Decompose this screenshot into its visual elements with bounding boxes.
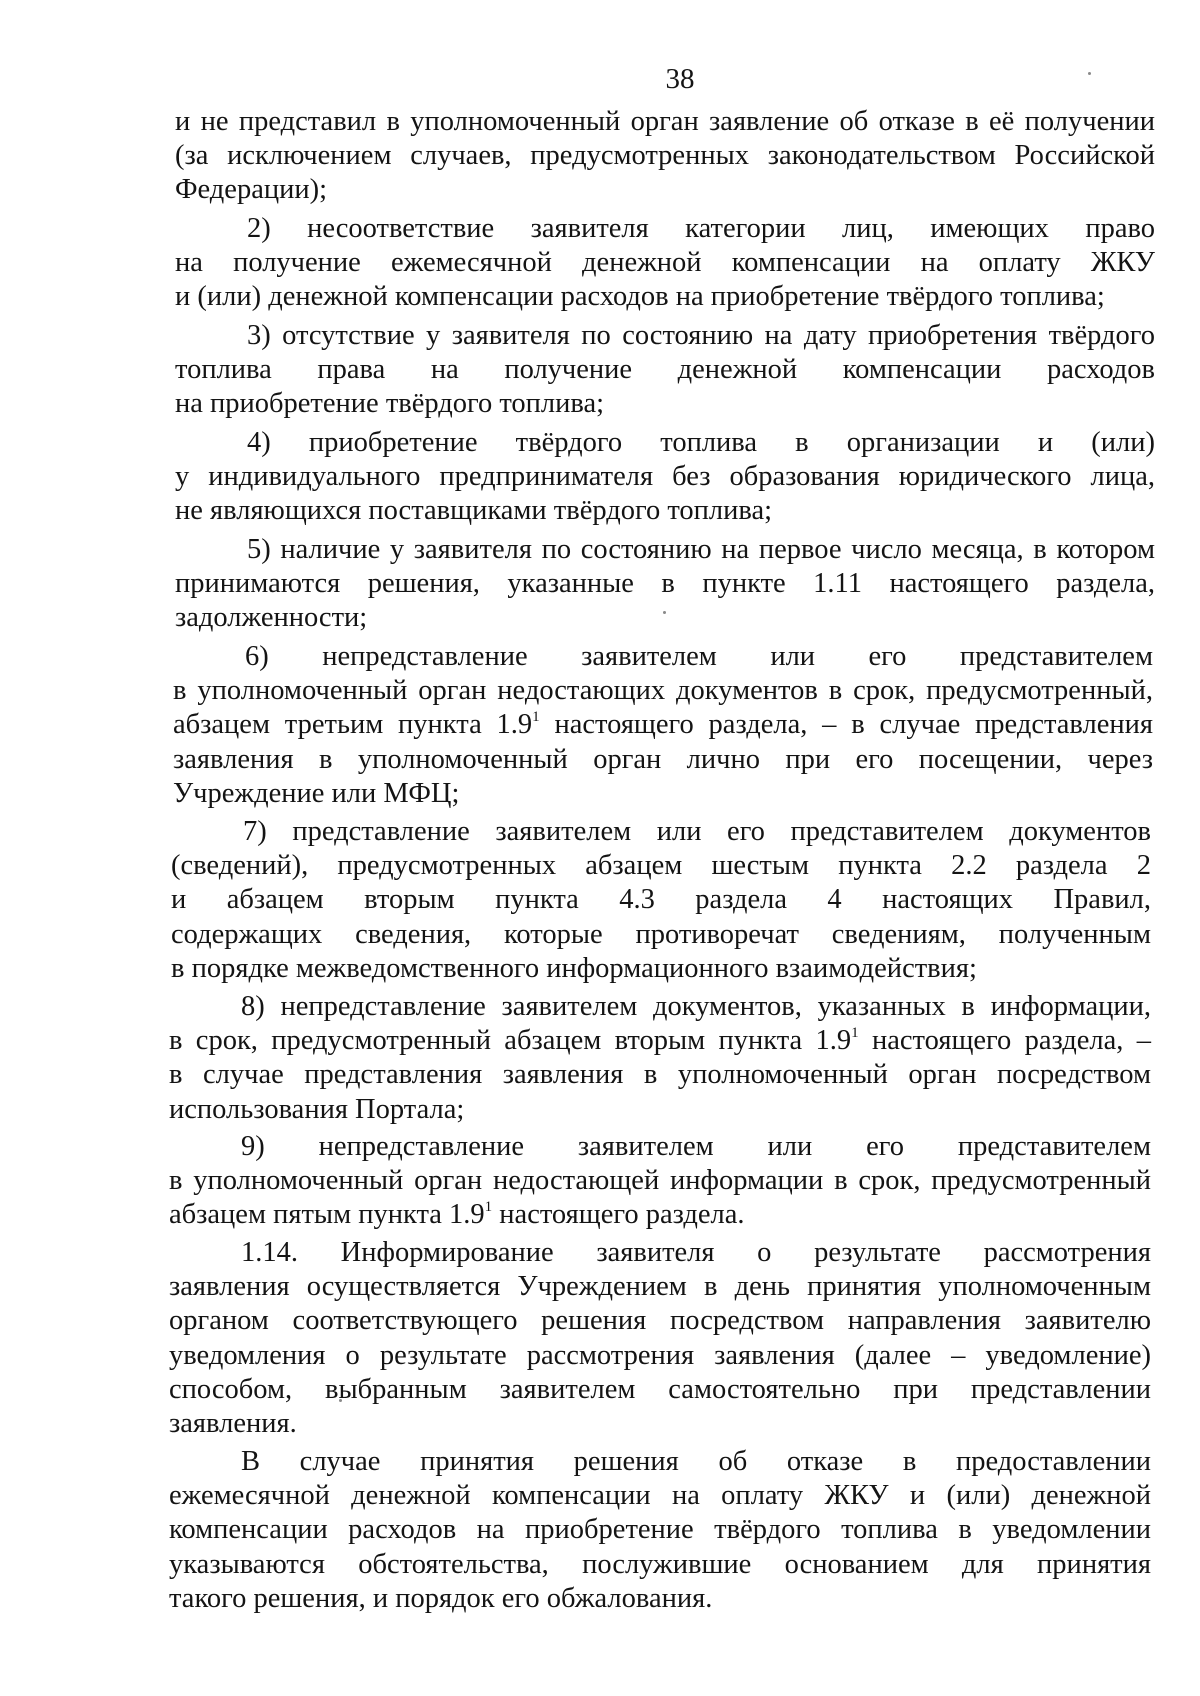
- text-run: в срок, предусмотренный абзацем вторым пункта 1.9: [169, 1025, 852, 1057]
- text-run: заявления.: [169, 1407, 297, 1439]
- text-line: [175, 460, 1155, 494]
- text-run: и (или) денежной компенсации расходов на приобретение твёрдого топлива;: [175, 281, 1105, 313]
- text-run: в уполномоченный орган недостающей информации в срок, предусмотренный: [169, 1165, 1151, 1197]
- text-line: [173, 640, 1153, 674]
- text-run: уведомления о результате рассмотрения заявления (далее – уведомление): [169, 1339, 1151, 1371]
- text-line: [169, 1093, 1151, 1127]
- text-run: настоящего раздела, –: [858, 1025, 1152, 1057]
- text-line: [175, 280, 1155, 314]
- page-number: 38: [665, 63, 695, 95]
- text-line: [169, 1304, 1151, 1338]
- text-line: [175, 601, 1155, 635]
- text-run: заявления осуществляется Учреждением в день принятия уполномоченным: [169, 1271, 1151, 1303]
- refusal-paragraph: [169, 1445, 1151, 1616]
- list-item-4: [175, 426, 1155, 529]
- text-run: такого решения, и порядок его обжалования.: [169, 1582, 713, 1614]
- text-run: Учреждение или МФЦ;: [173, 777, 460, 809]
- text-run: 4) приобретение твёрдого топлива в организации и (или): [247, 427, 1155, 458]
- text-line: [175, 426, 1155, 460]
- text-run: в уполномоченный орган недостающих документов в срок, предусмотренный,: [173, 675, 1153, 707]
- text-line: [175, 246, 1155, 280]
- text-line: [169, 1445, 1151, 1479]
- text-run: и абзацем вторым пункта 4.3 раздела 4 настоящих Правил,: [171, 884, 1151, 916]
- text-run: на приобретение твёрдого топлива;: [175, 388, 605, 420]
- text-line: [169, 990, 1151, 1024]
- text-run: топлива права на получение денежной компенсации расходов: [175, 354, 1155, 386]
- list-item-2: [175, 212, 1155, 315]
- text-line: [169, 1198, 1151, 1232]
- text-line: [171, 918, 1151, 952]
- superscript: 1: [484, 1199, 493, 1216]
- text-run: в случае представления заявления в уполномоченный орган посредством: [169, 1059, 1151, 1091]
- text-run: и не представил в уполномоченный орган заявление об отказе в её получении: [175, 106, 1155, 137]
- paragraph-continuation: [175, 105, 1155, 208]
- text-run: содержащих сведения, которые противоречат сведениям, полученным: [171, 918, 1151, 950]
- text-line: [171, 952, 1151, 986]
- text-line: [169, 1164, 1151, 1198]
- text-line: [175, 494, 1155, 528]
- superscript: 1: [851, 1025, 859, 1042]
- list-item-8: [169, 990, 1151, 1127]
- text-run: 9) непредставление заявителем или его представителем: [241, 1131, 1151, 1162]
- text-run: 2) несоответствие заявителя категории лиц, имеющих право: [247, 213, 1155, 244]
- text-run: способом, выбранным заявителем самостоятельно при представлении: [169, 1373, 1151, 1405]
- text-line: [175, 533, 1155, 567]
- text-line: [175, 173, 1155, 207]
- text-run: 7) представление заявителем или его представителем документов: [243, 816, 1151, 847]
- text-line: [169, 1582, 1151, 1616]
- text-line: [171, 883, 1151, 917]
- text-run: заявления в уполномоченный орган лично при его посещении, через: [173, 743, 1153, 775]
- text-line: [175, 105, 1155, 139]
- scan-speck: [1088, 72, 1091, 75]
- text-line: [173, 674, 1153, 708]
- text-line: [175, 387, 1155, 421]
- text-line: [173, 743, 1153, 777]
- text-run: (за исключением случаев, предусмотренных законодательством Российской: [175, 140, 1155, 172]
- text-run: ежемесячной денежной компенсации на оплату ЖКУ и (или) денежной: [169, 1480, 1151, 1512]
- text-run: абзацем пятым пункта 1.9: [169, 1199, 485, 1231]
- text-run: указываются обстоятельства, послужившие основанием для принятия: [169, 1548, 1151, 1580]
- text-line: [173, 708, 1153, 742]
- text-run: 5) наличие у заявителя по состоянию на первое число месяца, в котором: [247, 534, 1155, 565]
- text-line: [173, 777, 1153, 811]
- text-run: в порядке межведомственного информационного взаимодействия;: [171, 952, 977, 984]
- list-item-7: [171, 815, 1151, 986]
- text-run: 8) непредставление заявителем документов, указанных в информации,: [241, 991, 1151, 1022]
- list-item-9: [169, 1130, 1151, 1233]
- text-line: [175, 212, 1155, 246]
- text-line: [169, 1236, 1151, 1270]
- text-line: [169, 1024, 1151, 1058]
- list-item-6: [173, 640, 1153, 811]
- section-1-14: [169, 1236, 1151, 1441]
- text-line: [169, 1373, 1151, 1407]
- text-line: [169, 1479, 1151, 1513]
- list-item-3: [175, 319, 1155, 422]
- text-run: принимаются решения, указанные в пункте 1.11 настоящего раздела,: [175, 568, 1155, 600]
- text-run: использования Портала;: [169, 1093, 465, 1125]
- text-run: на получение ежемесячной денежной компенсации на оплату ЖКУ: [175, 247, 1155, 279]
- text-line: [175, 139, 1155, 173]
- text-line: [175, 319, 1155, 353]
- text-run: органом соответствующего решения посредством направления заявителю: [169, 1305, 1151, 1337]
- text-line: [169, 1270, 1151, 1304]
- list-item-5: [175, 533, 1155, 636]
- text-run: задолженности;: [175, 602, 368, 634]
- text-run: Федерации);: [175, 174, 328, 206]
- text-run: 6) непредставление заявителем или его представителем: [245, 641, 1153, 672]
- text-run: В случае принятия решения об отказе в предоставлении: [241, 1446, 1151, 1477]
- text-line: [175, 353, 1155, 387]
- text-line: [175, 567, 1155, 601]
- text-line: [169, 1548, 1151, 1582]
- text-run: настоящего раздела.: [492, 1199, 745, 1231]
- text-line: [169, 1407, 1151, 1441]
- text-line: [169, 1058, 1151, 1092]
- superscript: 1: [532, 709, 540, 726]
- text-line: [171, 815, 1151, 849]
- text-run: 3) отсутствие у заявителя по состоянию на дату приобретения твёрдого: [247, 320, 1155, 351]
- text-run: 1.14. Информирование заявителя о результате рассмотрения: [241, 1237, 1151, 1268]
- text-line: [169, 1513, 1151, 1547]
- text-run: компенсации расходов на приобретение твёрдого топлива в уведомлении: [169, 1514, 1151, 1546]
- text-run: не являющихся поставщиками твёрдого топлива;: [175, 495, 773, 527]
- text-run: (сведений), предусмотренных абзацем шестым пункта 2.2 раздела 2: [171, 850, 1151, 882]
- text-run: настоящего раздела, – в случае представления: [539, 709, 1153, 741]
- text-run: у индивидуального предпринимателя без образования юридического лица,: [175, 461, 1155, 493]
- text-line: [169, 1339, 1151, 1373]
- text-run: абзацем третьим пункта 1.9: [173, 709, 533, 741]
- text-line: [171, 849, 1151, 883]
- text-line: [169, 1130, 1151, 1164]
